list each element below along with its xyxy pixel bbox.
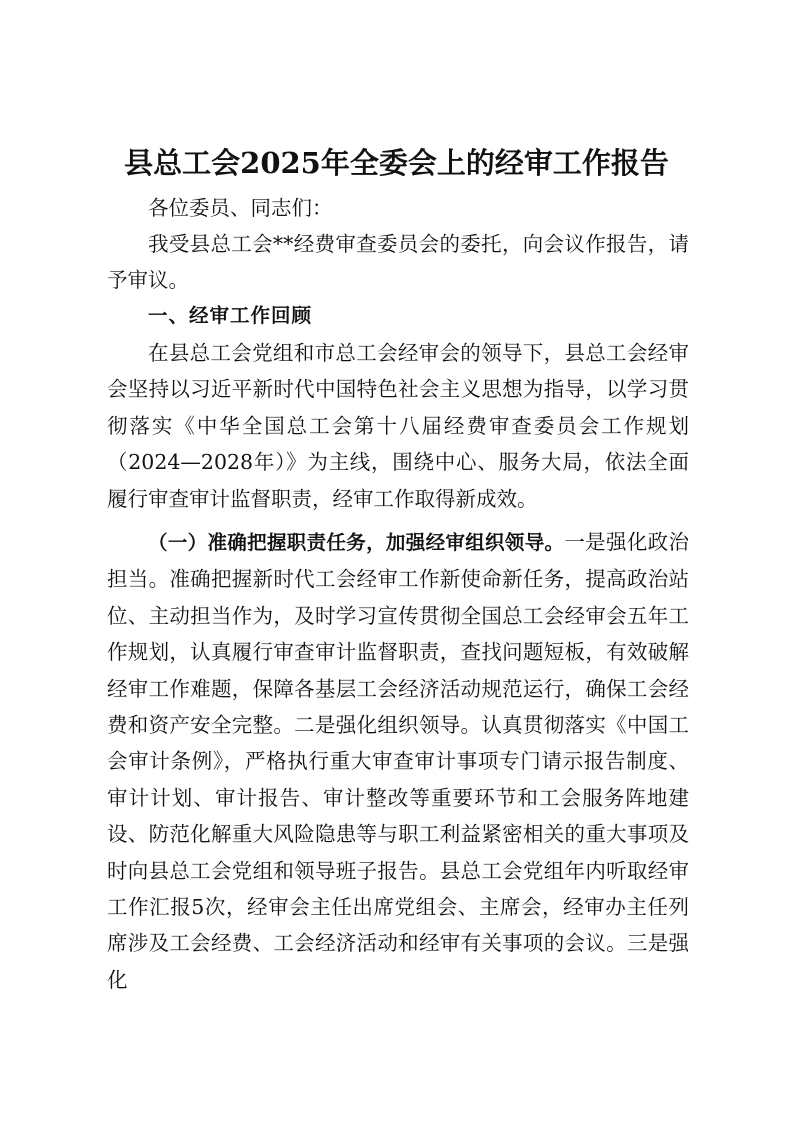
review-paragraph: 在县总工会党组和市总工会经审会的领导下，县总工会经审会坚持以习近平新时代中国特色社会主义思想为指导，以学习贯彻落实《中华全国总工会第十八届经费审查委员会工作规划（2024—2028年）》为主线，围绕中心、服务大局，依法全面履行审查审计监督职责，经审工作取得新成效。 xyxy=(107,341,689,511)
subsection-1-heading: （一）准确把握职责任务，加强经审组织领导。 xyxy=(148,531,565,554)
subsection-1-paragraph xyxy=(107,524,689,998)
section-heading: 一、经审工作回顾 xyxy=(148,304,313,327)
subsection-1-body: 一是强化政治担当。准确把握新时代工会经审工作新使命新任务，提高政治站位、主动担当作为，及时学习宣传贯彻全国总工会经审会五年工作规划，认真履行审查审计监督职责，查找问题短板，有效破解经审工作难题，保障各基层工会经济活动规范运行，确保工会经费和资产安全完整。二是强化组织领导。认真贯彻落实《中国工会审计条例》，严格执行重大审查审计事项专门请示报告制度、审计计划、审计报告、审计整改等重要环节和工会服务阵地建设、防范化解重大风险隐患等与职工利益紧密相关的重大事项及时向县总工会党组和领导班子报告。县总工会党组年内听取经审工作汇报5次，经审会主任出席党组会、主席会，经审办主任列席涉及工会经费、工会经济活动和经审有关事项的会议。三是强化 xyxy=(107,530,689,992)
intro-paragraph: 我受县总工会**经费审查委员会的委托，向会议作报告，请予审议。 xyxy=(107,232,689,293)
salutation: 各位委员、同志们： xyxy=(148,196,333,220)
document-title: 县总工会2025年全委会上的经审工作报告 xyxy=(124,146,669,180)
